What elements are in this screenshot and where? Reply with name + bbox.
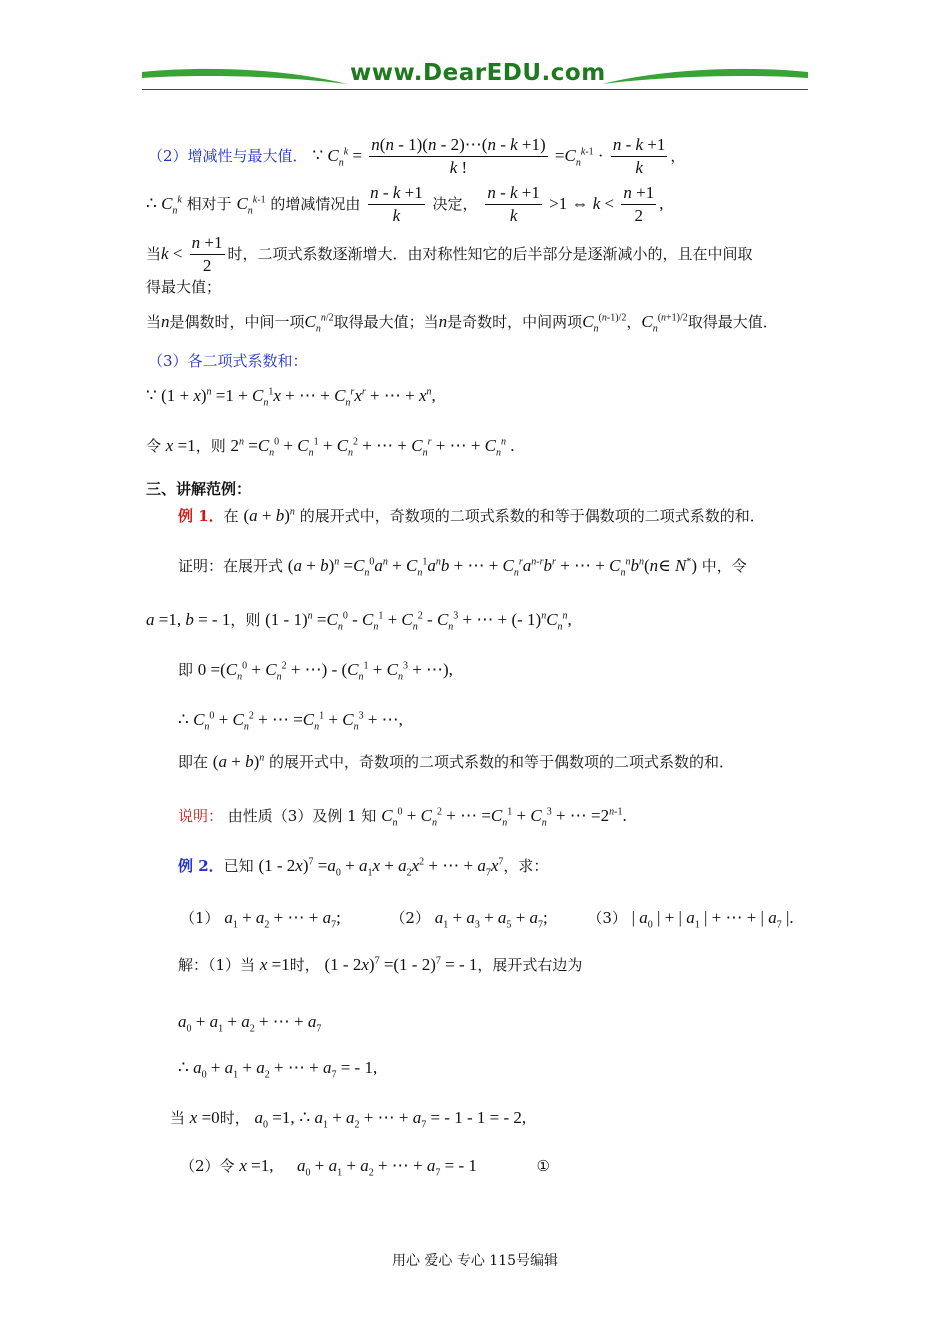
section-2-title: （2）增减性与最大值． [148,146,308,165]
binomial-sum-identity: ∵ $(1 + x)^n =1 + C_n^1x$ + ⋯ + $C_n^rx^r$ + ⋯ + $x^n$, [146,386,436,409]
note-line: 说明： 由性质（3）及例 1 知 $C_n^0 + C_n^2$ + ⋯ $=C_n^1 + C_n^3$ + ⋯ $=2^{n-1}$. [178,806,627,829]
section-2-line-4: 得最大值； [146,278,222,296]
example-2-questions: （1） $a_1 + a_2$ + ⋯ + $a_7$; （2） $a_1 + a_3 + a_5 + a_7$; （3） | $a_0$ | + | $a_1$ | + ⋯ + | $a_7$ |. [180,908,794,931]
section-2-line-5: 当n是偶数时，中间一项$C_n^{n/2}$取得最大值；当n是奇数时，中间两项$C_n^{(n-1)/2}$，$C_n^{(n+1)/2}$取得最大值． [146,312,778,335]
note-label: 说明： [178,807,224,825]
header-rule [142,89,808,90]
solution-line-3: ∴ $a_0 + a_1 + a_2$ + ⋯ + $a_7$ = - 1, [178,1058,378,1081]
site-logo: www.DearEDU.com [350,60,606,86]
solution-line-1: 解：（1）当 x =1时， (1 - 2x)$^7$ =(1 - 2)$^7$ = - 1，展开式右边为 [178,955,583,974]
page-footer: 用心 爱心 专心 115号编辑 [391,1253,559,1269]
section-2-line-2: ∴ $C_n^k$ 相对于 $C_n^{k-1}$ 的增减情况由 $\frac{n - k +1}{k}$ 决定， $\frac{n - k +1}{k}$ >1 ⇔ k < $\frac{n +1}{2}$ , [146,183,664,226]
example-2-statement: 例 2．已知 $(1 - 2x)^7 =a_0 + a_1x + a_2x^2$ + ⋯ + $a_7x^7$，求： [178,856,549,879]
solution-line-4: 当 x =0时， $a_0 =1$, ∴ $a_1 + a_2$ + ⋯ + $a_7$ = - 1 - 1 = - 2, [170,1108,527,1131]
proof-conclusion: 即在 $(a + b)^n$ 的展开式中，奇数项的二项式系数的和等于偶数项的二项式系数的和． [178,752,735,771]
equation-number: ① [536,1157,550,1175]
example-2-label: 例 2． [178,857,224,875]
punct: ， [670,146,686,165]
formula-comb-ratio: ∵ $C_n^k$ = $\frac{n(n - 1)(n - 2)\cdots(n - k +1)}{k !}$ $=C_n^{k-1}$ · $\frac{n - k +1}{k}$ [312,135,666,178]
site-header [142,58,808,94]
example-1-statement: 例 1．在 $(a + b)^n$ 的展开式中，奇数项的二项式系数的和等于偶数项的二项式系数的和． [178,506,765,525]
solution-line-5: （2）令 x =1, $a_0 + a_1 + a_2$ + ⋯ + $a_7$ = - 1 ① [180,1156,550,1179]
example-1-label: 例 1． [178,507,224,525]
proof-line-4: ∴ $C_n^0 + C_n^2$ + ⋯ $=C_n^1 + C_n^3$ + ⋯, [178,710,403,733]
section-2-line-3: 当k < $\frac{n +1}{2}$ 时，二项式系数逐渐增大．由对称性知它的后半部分是逐渐减小的，且在中间取 [146,233,753,276]
section-2-line-1 [148,135,685,179]
section-3-title: （3）各二项式系数和： [148,352,308,370]
binomial-sum-result: 令 x =1，则 $2^n =C_n^0 + C_n^1 + C_n^2$ + ⋯ + $C_n^r$ + ⋯ + $C_n^n$ . [146,436,515,459]
proof-line-1: 证明：在展开式 $(a + b)^n =C_n^0a^n + C_n^1a^nb$ + ⋯ + $C_n^ra^{n-r}b^r$ + ⋯ + $C_n^nb^n(n\in$ N*) 中，令 [178,556,747,579]
proof-line-3: 即 $0 =(C_n^0 + C_n^2$ + ⋯) - ($C_n^1 + C_n^3$ + ⋯), [178,660,453,683]
solution-line-2: $a_0 + a_1 + a_2$ + ⋯ + $a_7$ [178,1012,322,1035]
examples-heading: 三、讲解范例： [146,480,252,498]
proof-line-2: a =1, b = - 1，则 $(1 - 1)^n =C_n^0 - C_n^1 + C_n^2 - C_n^3$ + ⋯ + (- $1)^nC_n^n$, [146,610,572,633]
